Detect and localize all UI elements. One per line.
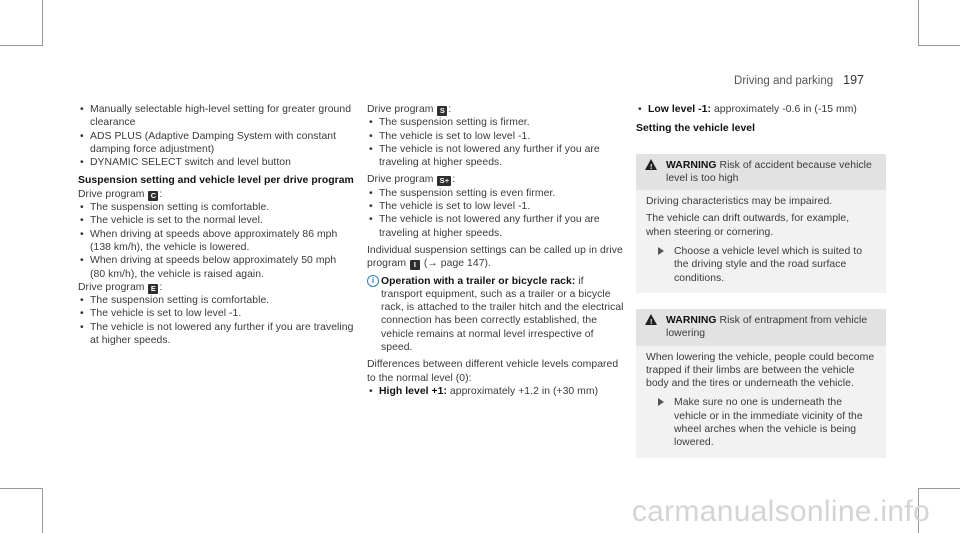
list-item: • The suspension setting is firmer. — [367, 116, 625, 129]
warning-header — [636, 309, 886, 346]
note-title: Operation with a trailer or bicycle rack: — [381, 275, 576, 287]
drive-program-sport: Drive program S : — [367, 104, 452, 115]
feature-list — [78, 103, 354, 169]
list-item: • The vehicle is not lowered any further if you are traveling at higher speeds. — [367, 213, 625, 240]
action-step: Make sure no one is underneath the vehicle or in the immediate vicinity of the wheel arches when the vehicle is being lowered. — [646, 396, 876, 449]
crop-mark — [918, 45, 960, 46]
section-title: Driving and parking — [734, 75, 834, 87]
list-item: • Low level -1: approximately -0.6 in (-15 mm) — [636, 103, 886, 116]
level-list — [367, 385, 625, 398]
list-item: • ADS PLUS (Adaptive Damping System with constant damping force adjustment) — [78, 130, 354, 157]
list-item: • DYNAMIC SELECT switch and level button — [78, 156, 354, 169]
sport-mode-icon: S — [437, 106, 447, 116]
crop-mark — [0, 45, 42, 46]
page-number: 197 — [843, 73, 864, 87]
arrow-right-icon — [658, 398, 664, 406]
watermark: carmanualsonline.info — [631, 495, 930, 528]
level-list-cont — [636, 103, 886, 116]
individual-paragraph: Individual suspension settings can be called up in drive program I (→ page 147). — [367, 244, 623, 270]
list-item: • Manually selectable high-level setting for greater ground clearance — [78, 103, 354, 130]
drive-program-sport-plus: Drive program S+ : — [367, 174, 456, 186]
column-1 — [78, 103, 354, 347]
drive-program-eco: Drive program E : — [78, 281, 163, 293]
warning-title: Risk of accident because vehicle level is too high — [666, 159, 872, 184]
arrow-right-icon — [658, 247, 664, 255]
page-reference-link[interactable]: (→ page 147). — [423, 258, 491, 270]
list-item: • The vehicle is set to low level -1. — [367, 130, 625, 143]
warning-label: WARNING — [666, 159, 717, 171]
sport-plus-mode-icon: S+ — [437, 176, 451, 186]
eco-mode-icon: E — [148, 284, 158, 294]
comfort-mode-icon: C — [148, 191, 158, 201]
info-note — [367, 275, 625, 355]
list-item: • The vehicle is set to the normal level. — [78, 214, 354, 227]
note-text: if transport equipment, such as a trailer or a bicycle rack, is attached to the trailer hitch and the electrical connection has been correctly established, the vehicle remains at normal level irrespective of speed. — [381, 275, 624, 354]
warning-body: Driving characteristics may be impaired. The vehicle can drift outwards, for example, when steering or cornering. Choose a vehicle level which is suited to the driving style and the road surface conditions. — [636, 190, 886, 293]
column-3 — [636, 103, 886, 464]
warning-box — [636, 154, 886, 293]
list-item: • The vehicle is not lowered any further if you are traveling at higher speeds. — [78, 321, 354, 348]
list-item: • When driving at speeds above approximately 86 mph (138 km/h), the vehicle is lowered. — [78, 228, 354, 255]
warning-triangle-icon: ! — [645, 159, 657, 170]
section-heading: Setting the vehicle level — [636, 123, 756, 135]
warning-body: When lowering the vehicle, people could become trapped if their limbs are between the vehicle body and the tires or underneath the vehicle. Make sure no one is underneath the vehicle or in the immediate vicinity of the wheel arches when the vehicle is being lowered. — [646, 351, 875, 449]
crop-mark — [918, 0, 919, 46]
warning-box — [636, 309, 886, 458]
individual-mode-icon: I — [410, 260, 420, 270]
list-item: • The vehicle is set to low level -1. — [367, 200, 625, 213]
warning-triangle-icon: ! — [645, 314, 657, 325]
crop-mark — [918, 488, 960, 489]
crop-mark — [0, 488, 42, 489]
section-heading: Suspension setting and vehicle level per drive program — [78, 175, 354, 187]
list-item: • The suspension setting is comfortable. — [78, 294, 354, 307]
list-item: • The suspension setting is even firmer. — [367, 187, 625, 200]
warning-title: Risk of entrapment from vehicle lowering — [666, 314, 868, 340]
sport-list — [367, 116, 625, 169]
comfort-list — [78, 201, 354, 281]
column-2 — [367, 103, 625, 398]
eco-list — [78, 294, 354, 347]
info-icon: i — [367, 275, 379, 287]
warning-label: WARNING — [666, 314, 717, 326]
crop-mark — [42, 0, 43, 46]
running-header — [734, 73, 864, 87]
differences-paragraph: Differences between different vehicle levels compared to the normal level (0): — [367, 359, 619, 384]
action-step: Choose a vehicle level which is suited to the driving style and the road surface conditions. — [646, 245, 876, 285]
crop-mark — [42, 488, 43, 533]
sport-plus-list — [367, 187, 625, 240]
drive-program-comfort: Drive program C : — [78, 188, 163, 200]
list-item: • High level +1: approximately +1.2 in (+30 mm) — [367, 385, 625, 398]
list-item: • When driving at speeds below approximately 50 mph (80 km/h), the vehicle is raised again. — [78, 254, 354, 281]
list-item: • The vehicle is set to low level -1. — [78, 307, 354, 320]
list-item: • The vehicle is not lowered any further if you are traveling at higher speeds. — [367, 143, 625, 170]
list-item: • The suspension setting is comfortable. — [78, 201, 354, 214]
warning-header — [636, 154, 886, 191]
